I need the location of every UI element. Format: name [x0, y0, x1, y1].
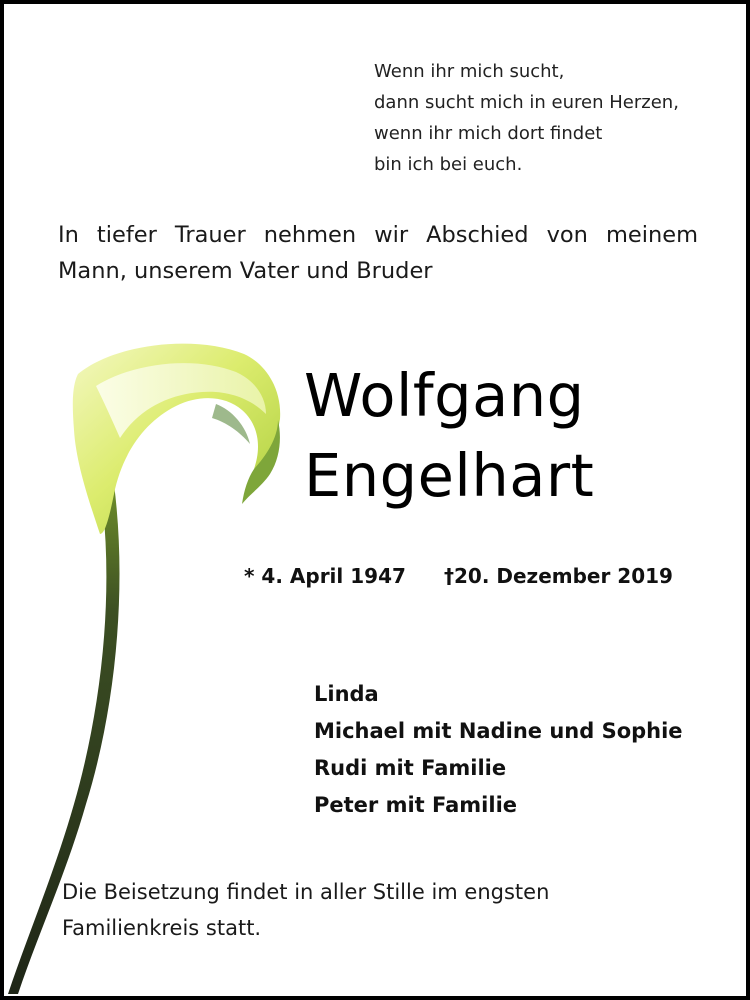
poem-line: bin ich bei euch. [374, 154, 523, 175]
deceased-name [304, 356, 594, 516]
first-name: Wolfgang [304, 361, 585, 430]
mourner: Peter mit Familie [314, 793, 518, 817]
closing-line: Familienkreis statt. [62, 916, 262, 940]
poem-line: dann sucht mich in euren Herzen, [374, 92, 679, 113]
intro-line: In tiefer Trauer nehmen wir Abschied von meinem [58, 222, 698, 248]
mourner: Michael mit Nadine und Sophie [314, 719, 683, 743]
intro-text [58, 217, 698, 289]
poem [374, 56, 679, 180]
mourner: Linda [314, 682, 379, 706]
mourners-list [314, 676, 683, 824]
death-date: †20. Dezember 2019 [444, 564, 673, 588]
intro-line: Mann, unserem Vater und Bruder [58, 258, 433, 284]
closing-text [62, 874, 549, 946]
poem-line: wenn ihr mich dort findet [374, 123, 603, 144]
poem-line: Wenn ihr mich sucht, [374, 61, 565, 82]
last-name: Engelhart [304, 441, 595, 510]
mourner: Rudi mit Familie [314, 756, 507, 780]
closing-line: Die Beisetzung findet in aller Stille im engsten [62, 880, 550, 904]
birth-date: * 4. April 1947 [244, 564, 406, 588]
